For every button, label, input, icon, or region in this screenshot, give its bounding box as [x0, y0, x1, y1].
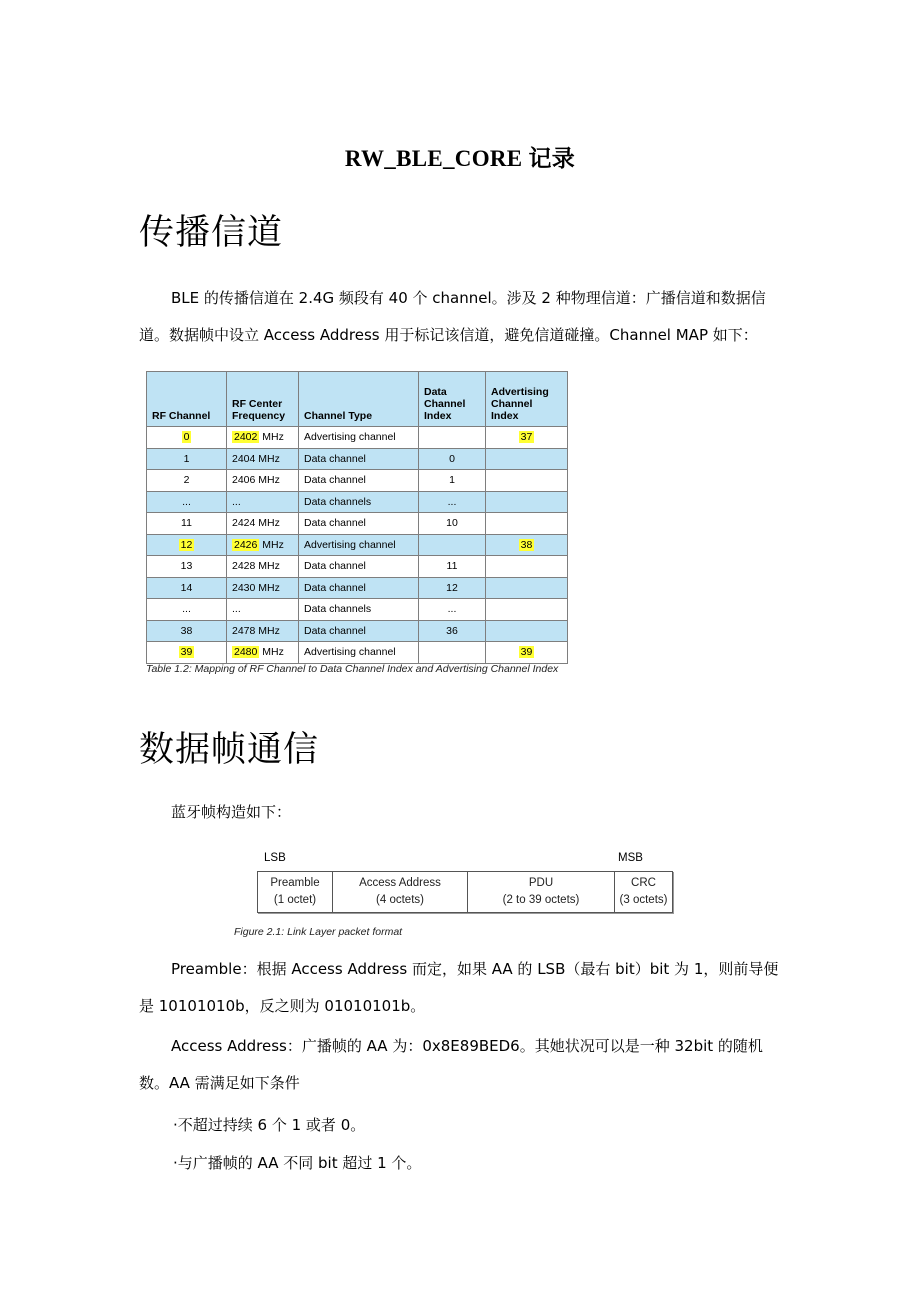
cell-data-index [419, 534, 486, 556]
frequency-unit: MHz [259, 431, 284, 444]
paragraph-preamble [139, 951, 784, 1025]
cell-rf-channel-text: 39 [180, 646, 193, 659]
table-row [147, 513, 568, 535]
cell-channel-type-text: Data channel [304, 560, 366, 573]
cell-rf-channel [147, 534, 227, 556]
packet-field-access-address [333, 872, 468, 912]
cell-rf-channel [147, 620, 227, 642]
cell-rf-channel-text: ... [182, 495, 191, 508]
cell-frequency [227, 448, 299, 470]
frequency-value: ... [232, 603, 241, 616]
cell-data-index-text: 11 [446, 560, 458, 573]
frequency-value: 2402 [234, 431, 258, 444]
channel-map-table [146, 371, 568, 664]
cell-data-index [419, 491, 486, 513]
cell-data-index-text: 10 [446, 517, 458, 530]
document-title: RW_BLE_CORE 记录 [344, 146, 576, 171]
cell-data-index [419, 470, 486, 492]
cell-adv-index [486, 448, 568, 470]
cell-data-index [419, 427, 486, 449]
cell-frequency [227, 642, 299, 664]
cell-frequency [227, 556, 299, 578]
cell-channel-type [299, 427, 419, 449]
cell-data-index-text: 1 [449, 474, 455, 487]
cell-adv-index [486, 599, 568, 621]
table-row [147, 427, 568, 449]
cell-rf-channel [147, 556, 227, 578]
paragraph-channel-intro [139, 280, 784, 354]
cell-data-index-text: 0 [449, 452, 455, 465]
cell-frequency [227, 427, 299, 449]
cell-adv-index [486, 513, 568, 535]
field-size: (1 octet) [273, 894, 317, 906]
header-rf-center-frequency: RF Center Frequency [227, 372, 299, 427]
field-name: PDU [528, 877, 554, 889]
table-header-row [147, 372, 568, 427]
packet-field-preamble [258, 872, 333, 912]
cell-rf-channel-text: ... [182, 603, 191, 616]
cell-channel-type-text: Data channel [304, 624, 366, 637]
cell-channel-type [299, 599, 419, 621]
msb-label: MSB [618, 852, 643, 864]
packet-field-crc [615, 872, 672, 912]
cell-data-index [419, 599, 486, 621]
cell-rf-channel-text: 14 [180, 581, 193, 594]
lsb-label: LSB [264, 852, 286, 864]
frequency-unit: MHz [259, 646, 284, 659]
cell-channel-type-text: Advertising channel [304, 646, 396, 659]
table-row [147, 642, 568, 664]
cell-adv-index [486, 577, 568, 599]
cell-adv-index [486, 427, 568, 449]
field-name: CRC [631, 877, 656, 889]
cell-data-index [419, 513, 486, 535]
frequency-value: 2428 MHz [232, 560, 280, 573]
frequency-value: 2478 MHz [232, 624, 280, 637]
cell-channel-type [299, 491, 419, 513]
figure-caption: Figure 2.1: Link Layer packet format [234, 926, 403, 938]
link-layer-packet-diagram [257, 871, 673, 913]
bullet-item: ·与广播帧的 AA 不同 bit 超过 1 个。 [173, 1154, 422, 1172]
cell-channel-type-text: Data channel [304, 517, 366, 530]
cell-rf-channel-text: 38 [180, 624, 193, 637]
cell-frequency [227, 470, 299, 492]
frequency-value: 2404 MHz [232, 452, 280, 465]
table-row [147, 534, 568, 556]
cell-rf-channel [147, 642, 227, 664]
paragraph-access-address-text: Access Address：广播帧的 AA 为：0x8E89BED6。其她状况可以是一种 32bit 的随机数。AA 需满足如下条件 [139, 1037, 763, 1092]
cell-data-index [419, 448, 486, 470]
cell-frequency [227, 620, 299, 642]
cell-channel-type-text: Data channel [304, 452, 366, 465]
frequency-value: 2426 [234, 538, 258, 551]
cell-adv-index [486, 642, 568, 664]
cell-frequency [227, 534, 299, 556]
cell-channel-type [299, 620, 419, 642]
cell-channel-type-text: Advertising channel [304, 538, 396, 551]
frequency-value: 2480 [234, 646, 258, 659]
cell-adv-index [486, 556, 568, 578]
cell-channel-type [299, 470, 419, 492]
frequency-value: 2424 MHz [232, 517, 280, 530]
section-heading-data-frame: 数据帧通信 [139, 730, 320, 770]
cell-channel-type-text: Data channels [304, 603, 372, 616]
cell-adv-index [486, 491, 568, 513]
cell-data-index [419, 620, 486, 642]
cell-adv-index-text: 38 [520, 538, 533, 551]
header-advertising-channel-index: Advertising Channel Index [486, 372, 568, 427]
section-heading-propagation-channel: 传播信道 [139, 213, 284, 253]
cell-channel-type-text: Data channel [304, 474, 366, 487]
cell-data-index-text: ... [447, 603, 457, 616]
paragraph-channel-intro-text: BLE 的传播信道在 2.4G 频段有 40 个 channel。涉及 2 种物理信道：广播信道和数据信道。数据帧中设立 Access Address 用于标记该信道，避免信道碰撞。Channel MAP 如下： [139, 289, 766, 344]
cell-channel-type [299, 577, 419, 599]
field-name: Preamble [270, 877, 320, 889]
cell-channel-type [299, 448, 419, 470]
paragraph-frame-intro [139, 794, 784, 831]
table-row [147, 470, 568, 492]
cell-data-index [419, 577, 486, 599]
cell-data-index [419, 642, 486, 664]
field-size: (2 to 39 octets) [502, 894, 580, 906]
cell-data-index-text: 36 [446, 624, 458, 637]
table-row [147, 556, 568, 578]
table-caption: Table 1.2: Mapping of RF Channel to Data Channel Index and Advertising Channel Index [146, 663, 559, 675]
paragraph-access-address [139, 1028, 784, 1102]
cell-rf-channel [147, 427, 227, 449]
cell-adv-index [486, 534, 568, 556]
table-row [147, 577, 568, 599]
cell-frequency [227, 577, 299, 599]
frequency-unit: MHz [259, 538, 284, 551]
cell-rf-channel-text: 12 [180, 538, 193, 551]
cell-channel-type-text: Data channel [304, 581, 366, 594]
cell-rf-channel [147, 470, 227, 492]
cell-rf-channel-text: 13 [180, 560, 193, 573]
field-name: Access Address [359, 877, 441, 889]
cell-channel-type [299, 513, 419, 535]
cell-frequency [227, 491, 299, 513]
table-row [147, 620, 568, 642]
cell-rf-channel-text: 11 [181, 517, 192, 530]
cell-adv-index [486, 470, 568, 492]
cell-rf-channel-text: 1 [183, 452, 190, 465]
cell-rf-channel [147, 577, 227, 599]
cell-frequency [227, 513, 299, 535]
table-row [147, 491, 568, 513]
cell-rf-channel-text: 0 [183, 431, 190, 444]
field-size: (3 octets) [619, 894, 668, 906]
cell-adv-index-text: 39 [520, 646, 533, 659]
cell-data-index-text: 12 [446, 581, 458, 594]
cell-adv-index [486, 620, 568, 642]
frequency-value: 2406 MHz [232, 474, 280, 487]
table-row [147, 599, 568, 621]
packet-field-pdu [468, 872, 615, 912]
table-row [147, 448, 568, 470]
cell-data-index-text: ... [447, 495, 457, 508]
cell-rf-channel [147, 513, 227, 535]
cell-data-index [419, 556, 486, 578]
cell-channel-type [299, 642, 419, 664]
cell-channel-type [299, 534, 419, 556]
field-size: (4 octets) [376, 894, 424, 906]
header-channel-type: Channel Type [299, 372, 419, 427]
cell-rf-channel [147, 491, 227, 513]
cell-rf-channel [147, 448, 227, 470]
paragraph-frame-intro-text: 蓝牙帧构造如下： [171, 803, 292, 821]
cell-channel-type-text: Advertising channel [304, 431, 396, 444]
bullet-item: ·不超过持续 6 个 1 或者 0。 [173, 1116, 366, 1134]
frequency-value: 2430 MHz [232, 581, 280, 594]
header-rf-channel: RF Channel [147, 372, 227, 427]
cell-rf-channel-text: 2 [183, 474, 190, 487]
cell-channel-type-text: Data channels [304, 495, 372, 508]
header-data-channel-index: Data Channel Index [419, 372, 486, 427]
frequency-value: ... [232, 495, 241, 508]
paragraph-preamble-text: Preamble：根据 Access Address 而定，如果 AA 的 LSB（最右 bit）bit 为 1，则前导便是 10101010b，反之则为 01010101b。 [139, 960, 779, 1015]
cell-rf-channel [147, 599, 227, 621]
cell-adv-index-text: 37 [520, 431, 533, 444]
cell-frequency [227, 599, 299, 621]
cell-channel-type [299, 556, 419, 578]
